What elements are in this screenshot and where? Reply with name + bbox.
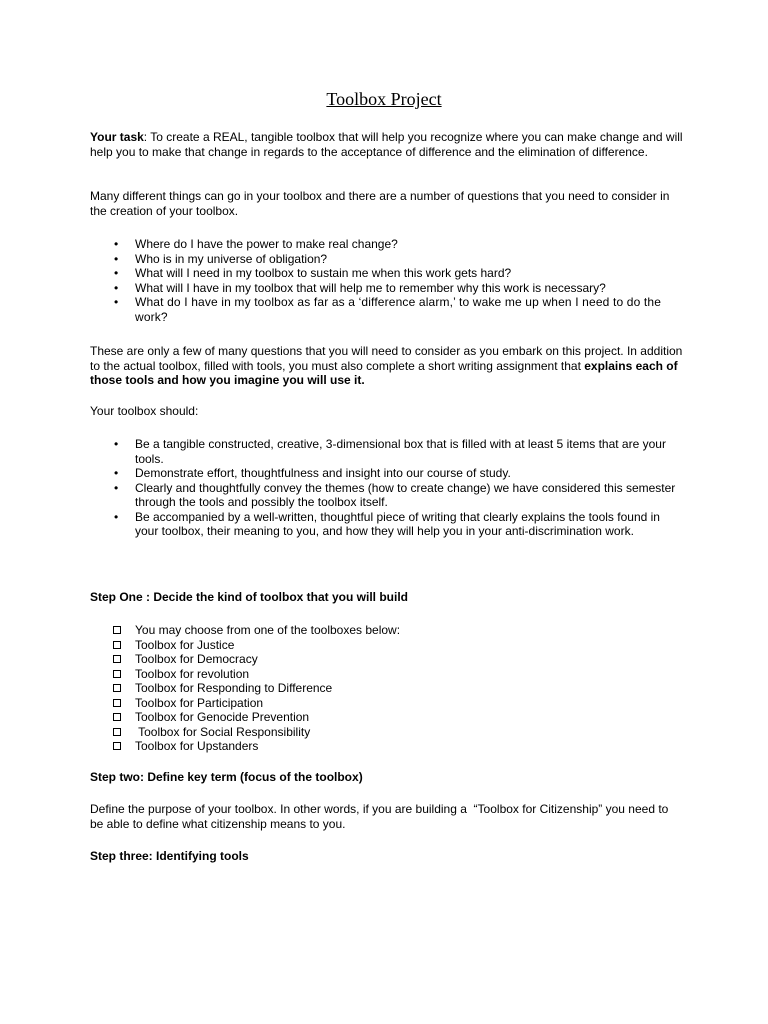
toolbox-option[interactable] <box>90 696 684 711</box>
list-item: • Clearly and thoughtfully convey the themes (how to create change) we have considered this semester through the tools and possibly the toolbox itself. <box>90 481 684 510</box>
option-label: Toolbox for Upstanders <box>135 739 259 753</box>
should-label: Your toolbox should: <box>90 404 199 418</box>
list-item: • What will I have in my toolbox that will help me to remember why this work is necessary? <box>90 281 684 296</box>
checkbox-icon[interactable] <box>113 728 121 736</box>
checkbox-icon[interactable] <box>113 641 121 649</box>
step-two-heading: Step two: Define key term (focus of the toolbox) <box>90 770 363 784</box>
option-label: Toolbox for Justice <box>135 637 235 652</box>
toolbox-options-list <box>90 623 684 754</box>
checkbox-icon[interactable] <box>113 655 121 663</box>
option-label: Toolbox for Participation <box>135 695 264 710</box>
consider-bold-text: explains each of those tools and how you imagine you will use it. <box>90 358 678 387</box>
consider-paragraph <box>90 344 684 388</box>
page-title: Toolbox Project <box>326 89 442 109</box>
list-item: • Where do I have the power to make real change? <box>90 237 684 252</box>
option-label: Toolbox for Responding to Difference <box>135 681 333 695</box>
checkbox-icon[interactable] <box>113 626 121 634</box>
task-paragraph <box>90 130 684 159</box>
toolbox-option[interactable] <box>90 710 684 725</box>
task-text: : To create a REAL, tangible toolbox that will help you recognize where you can make change and will help you to make that change in regards to the acceptance of difference and the elimination of difference. <box>90 130 683 159</box>
toolbox-option[interactable] <box>90 652 684 667</box>
consider-text: These are only a few of many questions that you will need to consider as you embark on this project. In addition to the actual toolbox, filled with tools, you must also complete a short writing assignment that <box>90 344 683 373</box>
toolbox-option[interactable] <box>90 725 684 740</box>
checkbox-icon[interactable] <box>113 699 121 707</box>
task-label: Your task <box>90 130 144 144</box>
list-item: • What will I need in my toolbox to sustain me when this work gets hard? <box>90 266 684 281</box>
step-two-paragraph: Define the purpose of your toolbox. In other words, if you are building a “Toolbox for Citizenship” you need to be able to define what citizenship means to you. <box>90 802 672 831</box>
toolbox-option[interactable] <box>90 667 684 682</box>
option-label: Toolbox for Social Responsibility <box>135 724 311 739</box>
step-one-heading: Step One : Decide the kind of toolbox that you will build <box>90 590 409 604</box>
list-item: • Demonstrate effort, thoughtfulness and insight into our course of study. <box>90 466 684 481</box>
toolbox-option[interactable] <box>90 623 684 638</box>
should-list <box>90 437 684 539</box>
option-label: You may choose from one of the toolboxes below: <box>135 623 401 637</box>
step-three-heading: Step three: Identifying tools <box>90 849 249 863</box>
list-item: • Who is in my universe of obligation? <box>90 252 684 267</box>
checkbox-icon[interactable] <box>113 713 121 721</box>
list-item: • What do I have in my toolbox as far as a ‘difference alarm,’ to wake me up when I need to do the work? <box>90 295 684 324</box>
list-item: • Be a tangible constructed, creative, 3-dimensional box that is filled with at least 5 items that are your tools. <box>90 437 684 466</box>
intro-paragraph: Many different things can go in your toolbox and there are a number of questions that you need to consider in the creation of your toolbox. <box>90 189 670 218</box>
option-label: Toolbox for revolution <box>135 666 250 681</box>
toolbox-option[interactable] <box>90 739 684 754</box>
checkbox-icon[interactable] <box>113 684 121 692</box>
list-item: • Be accompanied by a well-written, thoughtful piece of writing that clearly explains the tools found in your toolbox, their meaning to you, and how they will help you in your anti-discrimination work. <box>90 510 684 539</box>
questions-list <box>90 237 684 324</box>
toolbox-option[interactable] <box>90 638 684 653</box>
checkbox-icon[interactable] <box>113 742 121 750</box>
toolbox-option[interactable] <box>90 681 684 696</box>
option-label: Toolbox for Genocide Prevention <box>135 710 310 724</box>
checkbox-icon[interactable] <box>113 670 121 678</box>
option-label: Toolbox for Democracy <box>135 652 258 666</box>
